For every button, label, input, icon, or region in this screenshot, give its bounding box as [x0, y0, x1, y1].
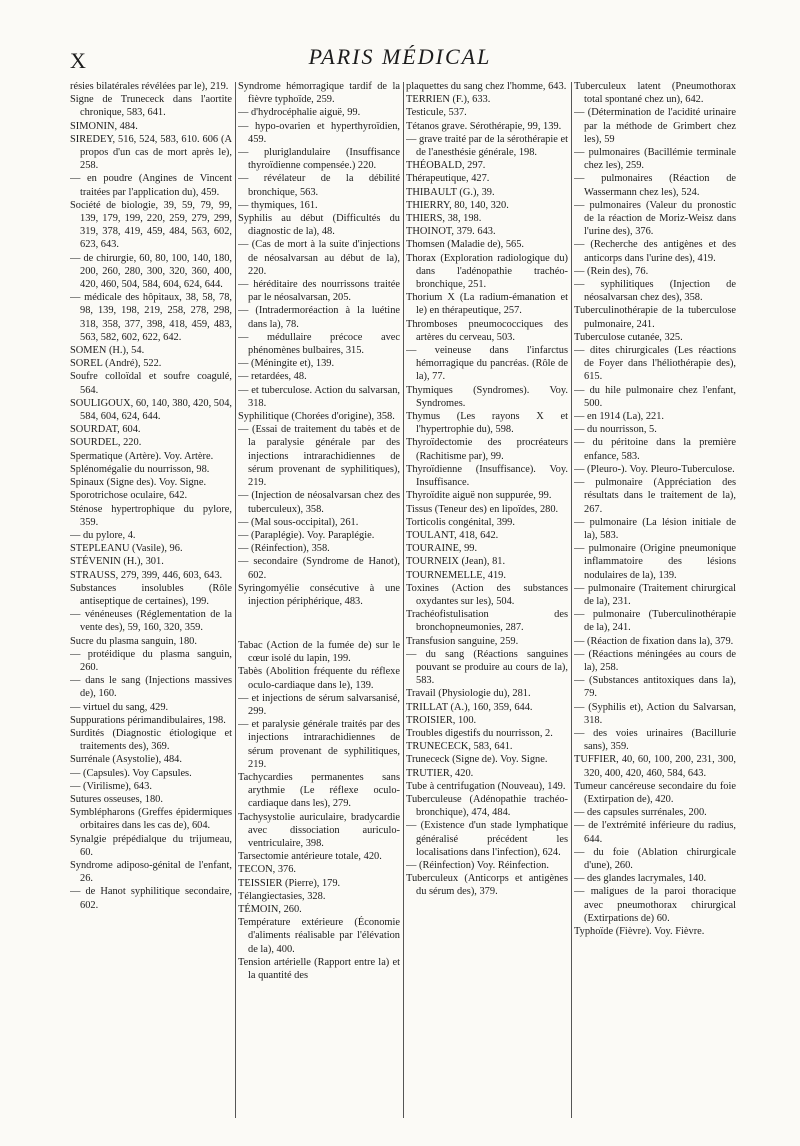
index-entry: — veineuse dans l'infarctus hémorragique du pancréas. (Rôle de la), 77.: [406, 345, 568, 383]
index-entry: — des glandes lacrymales, 140.: [574, 873, 707, 885]
index-entry: — pluriglandulaire (Insuffisance thyroïdienne compensée.) 220.: [238, 147, 400, 172]
index-entry: — (Réactions méningées au cours de la), 258.: [574, 648, 736, 673]
index-entry: — maligues de la paroi thoracique avec pneumothorax chirurgical (Extirpations de) 60.: [574, 886, 736, 924]
index-entry: Thromboses pneumococciques des artères du cerveau, 503.: [406, 318, 568, 343]
index-entry: SOMEN (H.), 54.: [70, 345, 145, 357]
index-entry: Tachycardies permanentes sans arythmie (Le réflexe oculo-cardiaque dans les), 279.: [238, 771, 400, 810]
index-entry: TOULANT, 418, 642.: [406, 529, 499, 541]
index-entry: Tuberculeux latent (Pneumothorax total spontané chez un), 642.: [574, 81, 736, 106]
index-entry: — pulmonaires (Valeur du pronostic de la réaction de Moriz-Weisz dans l'urine des), 376.: [574, 199, 736, 238]
index-entry: — protéidique du plasma sanguin, 260.: [70, 648, 232, 673]
index-entry: THIERS, 38, 198.: [406, 213, 482, 225]
journal-title: PARIS MÉDICAL: [308, 44, 492, 69]
index-entry: SOREL (André), 522.: [70, 358, 162, 370]
index-entry: — et tuberculose. Action du salvarsan, 318.: [238, 384, 400, 409]
index-entry: — (Mal sous-occipital), 261.: [238, 516, 359, 528]
index-entry: Symblépharons (Greffes épidermiques orbitaires dans les cas de), 604.: [70, 807, 232, 832]
index-entry: Surrénale (Asystolie), 484.: [70, 754, 182, 766]
index-entry: — grave traité par de la sérothérapie et de l'anesthésie générale, 198.: [406, 133, 568, 159]
index-entry: — (Syphilis et), Action du Salvarsan, 318.: [574, 701, 736, 726]
index-entry: — de l'extrémité inférieure du radius, 644.: [574, 820, 736, 845]
index-entry: STÉVENIN (H.), 301.: [70, 556, 164, 568]
index-entry: Sténose hypertrophique du pylore, 359.: [70, 503, 232, 528]
index-entry: — des capsules surrénales, 200.: [574, 807, 707, 819]
index-entry: — hypo-ovarien et hyperthyroïdien, 459.: [238, 120, 400, 145]
index-entry: — pulmonaire (Origine pneumonique inflammatoire des lésions nodulaires de la), 139.: [574, 543, 736, 581]
index-entry: Torticolis congénital, 399.: [406, 516, 515, 528]
index-entry: THÉOBALD, 297.: [406, 160, 486, 172]
index-entry: Société de biologie, 39, 59, 79, 99, 139, 179, 199, 220, 259, 279, 299, 319, 378, 419, 459, 484, 563, 602, 623, 643.: [70, 199, 232, 251]
index-entry: plaquettes du sang chez l'homme, 643.: [406, 81, 567, 92]
index-entry: — héréditaire des nourrissons traitée par le néosalvarsan, 205.: [238, 279, 400, 304]
index-entry: — virtuel du sang, 429.: [70, 701, 169, 713]
index-entry: Toxines (Action des substances oxydantes sur les), 504.: [406, 582, 568, 607]
index-entry: — dans le sang (Injections massives de), 160.: [70, 675, 232, 700]
index-entry: — dites chirurgicales (Les réactions de Foyer dans l'héliothérapie des), 615.: [574, 345, 736, 383]
index-entry: — en 1914 (La), 221.: [574, 411, 665, 423]
index-entry: TUFFIER, 40, 60, 100, 200, 231, 300, 320, 400, 420, 460, 584, 643.: [574, 754, 736, 779]
index-entry: Thérapeutique, 427.: [406, 173, 490, 185]
index-entry: — du nourrisson, 5.: [574, 424, 657, 436]
index-entry: Thyroïdienne (Insuffisance). Voy. Insuffisance.: [406, 463, 568, 489]
index-entry: SIREDEY, 516, 524, 583, 610. 606 (A propos d'un cas de mort après le), 258.: [70, 133, 232, 172]
index-entry: Thorium X (La radium-émanation et le) en thérapeutique, 257.: [406, 292, 568, 317]
page-number: X: [70, 48, 87, 73]
index-entry: TRUTIER, 420.: [406, 767, 474, 779]
index-entry: Troubles digestifs du nourrisson, 2.: [406, 727, 553, 739]
index-entry: — (Intradermoréaction à la luétine dans la), 78.: [238, 305, 400, 330]
index-entry: — pulmonaire (Traitement chirurgical de la), 231.: [574, 582, 736, 607]
index-entry: — (Rein des), 76.: [574, 265, 649, 277]
index-entry: — (Essai de traitement du tabès et de la paralysie générale par des injections intrarachidiennes de sérum provenant de syphilitiques), 219.: [238, 424, 400, 489]
index-entry: — (Substances antitoxiques dans la), 79.: [574, 675, 736, 700]
index-entry: — (Méningite et), 139.: [238, 358, 335, 370]
index-entry: TECON, 376.: [238, 864, 297, 876]
index-entry: — médullaire précoce avec phénomènes bulbaires, 315.: [238, 331, 400, 357]
index-entry: Tabac (Action de la fumée de) sur le cœur isolé du lapin, 199.: [238, 639, 400, 665]
index-entry: — pulmonaires (Réaction de Wassermann chez les), 524.: [574, 173, 736, 198]
index-entry: — en poudre (Angines de Vincent traitées par l'application du), 459.: [70, 173, 232, 198]
index-entry: Trunececk (Signe de). Voy. Signe.: [406, 754, 548, 766]
index-entry: — thymiques, 161.: [238, 199, 318, 211]
index-entry: Trachéofistulisation des bronchopneumonies, 287.: [406, 609, 568, 634]
index-entry: Thomsen (Maladie de), 565.: [406, 239, 525, 251]
index-entry: TROISIER, 100.: [406, 714, 477, 726]
index-entry: — révélateur de la débilité bronchique, 563.: [238, 173, 400, 198]
index-entry: — vénéneuses (Réglementation de la vente des), 59, 160, 320, 359.: [70, 609, 232, 634]
index-entry: Typhoïde (Fièvre). Voy. Fièvre.: [574, 926, 705, 937]
index-entry: Soufre colloïdal et soufre coagulé, 564.: [70, 371, 232, 396]
index-entry: Tumeur cancéreuse secondaire du foie (Extirpation de), 420.: [574, 780, 736, 805]
index-entry: SIMONIN, 484.: [70, 120, 138, 132]
index-entry: Spermatique (Artère). Voy. Artère.: [70, 450, 214, 462]
index-gap: [238, 619, 400, 629]
index-entry: — du hile pulmonaire chez l'enfant, 500.: [574, 384, 736, 409]
index-entry: — d'hydrocéphalie aiguë, 99.: [238, 107, 361, 119]
index-entry: THOINOT, 379. 643.: [406, 226, 496, 238]
index-entry: Thyroïdectomie des procréateurs (Rachitisme par), 99.: [406, 437, 568, 462]
index-entry: — de chirurgie, 60, 80, 100, 140, 180, 200, 260, 280, 300, 320, 360, 400, 420, 460, 504, 584, 604, 624, 644.: [70, 252, 232, 291]
index-entry: Tuberculeux (Anticorps et antigènes du sérum des), 379.: [406, 873, 568, 898]
index-entry: Splénomégalie du nourrisson, 98.: [70, 463, 210, 475]
index-entry: Tuberculeuse (Adénopathie trachéo-bronchique), 474, 484.: [406, 793, 568, 819]
index-entry: Température extérieure (Économie d'aliments réalisable par l'élévation de la), 400.: [238, 917, 400, 955]
index-entry: TOURNEMELLE, 419.: [406, 569, 506, 581]
index-entry: TÉMOIN, 260.: [238, 903, 302, 915]
index-entry: TRILLAT (A.), 160, 359, 644.: [406, 701, 533, 713]
index-entry: résies bilatérales révélées par le), 219.: [70, 81, 229, 92]
index-entry: — du sang (Réactions sanguines pouvant se produire au cours de la), 583.: [406, 648, 568, 687]
index-entry: Sucre du plasma sanguin, 180.: [70, 635, 197, 647]
index-entry: — pulmonaire (La lésion initiale de la), 583.: [574, 516, 736, 541]
column-rule: [571, 82, 572, 1118]
index-column-1: [70, 80, 232, 1130]
index-entry: — du péritoine dans la première enfance, 583.: [574, 437, 736, 462]
index-entry: Transfusion sanguine, 259.: [406, 635, 519, 647]
index-entry: Substances insolubles (Rôle antiseptique de certaines), 199.: [70, 582, 232, 607]
index-entry: — (Réaction de fixation dans la), 379.: [574, 635, 734, 647]
index-entry: — du pylore, 4.: [70, 529, 136, 541]
index-entry: — (Injection de néosalvarsan chez des tuberculeux), 358.: [238, 490, 400, 515]
column-rule: [403, 82, 404, 1118]
index-entry: Tube à centrifugation (Nouveau), 149.: [406, 780, 566, 792]
index-entry: TOURNEIX (Jean), 81.: [406, 556, 506, 568]
index-entry: SOURDEL, 220.: [70, 437, 142, 449]
index-entry: — pulmonaires (Bacillémie terminale chez les), 259.: [574, 147, 736, 172]
index-entry: — (Capsules). Voy Capsules.: [70, 767, 192, 779]
index-entry: — et injections de sérum salvarsanisé, 299.: [238, 692, 400, 717]
index-entry: — retardées, 48.: [238, 371, 307, 383]
index-entry: STRAUSS, 279, 399, 446, 603, 643.: [70, 569, 223, 581]
index-entry: TRUNECECK, 583, 641.: [406, 741, 513, 753]
index-entry: Tachysystolie auriculaire, bradycardie avec dissociation auriculo-ventriculaire, 398.: [238, 811, 400, 849]
index-entry: — (Réinfection) Voy. Réinfection.: [406, 859, 549, 871]
index-entry: TEISSIER (Pierre), 179.: [238, 877, 341, 889]
index-entry: Travail (Physiologie du), 281.: [406, 688, 531, 700]
index-entry: Thyroïdite aiguë non suppurée, 99.: [406, 490, 552, 502]
index-entry: — (Virilisme), 643.: [70, 780, 152, 792]
index-entry: Tuberculinothérapie de la tuberculose pulmonaire, 241.: [574, 305, 736, 330]
index-entry: SOULIGOUX, 60, 140, 380, 420, 504, 584, 604, 624, 644.: [70, 397, 232, 423]
index-column-2: [238, 80, 400, 1130]
index-column-3: [406, 80, 568, 1130]
index-entry: Sporotrichose oculaire, 642.: [70, 490, 188, 502]
index-entry: — et paralysie générale traités par des injections intrarachidiennes de sérum provenant de syphilitiques, 219.: [238, 719, 400, 770]
index-entry: — (Pleuro-). Voy. Pleuro-Tuberculose.: [574, 463, 735, 475]
index-entry: Syringomyélie consécutive à une injection périphérique, 483.: [238, 582, 400, 607]
index-entry: Thorax (Exploration radiologique du) dans l'adénopathie trachéo-bronchique, 251.: [406, 252, 568, 291]
index-entry: — syphilitiques (Injection de néosalvarsan chez des), 358.: [574, 279, 736, 304]
index-entry: — (Paraplégie). Voy. Paraplégie.: [238, 529, 375, 541]
index-entry: — (Réinfection), 358.: [238, 543, 330, 555]
index-entry: SOURDAT, 604.: [70, 424, 141, 436]
index-entry: Tétanos grave. Sérothérapie, 99, 139.: [406, 120, 562, 132]
index-entry: Syphilitique (Chorées d'origine), 358.: [238, 411, 395, 423]
index-entry: Syphilis au début (Difficultés du diagnostic de la), 48.: [238, 213, 400, 238]
index-entry: Signe de Trunececk dans l'aortite chronique, 583, 641.: [70, 94, 232, 119]
index-entry: Tissus (Teneur des) en lipoïdes, 280.: [406, 503, 559, 515]
index-entry: — (Recherche des antigènes et des anticorps dans l'urine des), 419.: [574, 239, 736, 264]
index-entry: Thymiques (Syndromes). Voy. Syndromes.: [406, 384, 568, 409]
index-entry: — de Hanot syphilitique secondaire, 602.: [70, 886, 232, 911]
index-entry: — secondaire (Syndrome de Hanot), 602.: [238, 556, 400, 581]
column-rule: [235, 82, 236, 1118]
index-entry: Thymus (Les rayons X et l'hypertrophie du), 598.: [406, 411, 568, 436]
index-entry: Télangiectasies, 328.: [238, 890, 326, 902]
index-column-4: [574, 80, 736, 1130]
index-entry: Sutures osseuses, 180.: [70, 793, 163, 805]
index-entry: — (Existence d'un stade lymphatique généralisé précédent les localisations dans l'infection), 624.: [406, 820, 568, 858]
index-entry: TOURAINE, 99.: [406, 543, 478, 555]
index-entry: Tarsectomie antérieure totale, 420.: [238, 851, 382, 863]
index-entry: TERRIEN (F.), 633.: [406, 94, 491, 106]
index-entry: STEPLEANU (Vasile), 96.: [70, 543, 183, 555]
index-columns: [70, 80, 736, 1130]
index-entry: Syndrome adiposo-génital de l'enfant, 26.: [70, 859, 232, 885]
index-entry: — (Détermination de l'acidité urinaire par la méthode de Grimbert chez les), 59: [574, 107, 736, 145]
index-entry: Tension artérielle (Rapport entre la) et la quantité des: [238, 956, 400, 981]
index-entry: Tabès (Abolition fréquente du réflexe oculo-cardiaque dans le), 139.: [238, 666, 400, 691]
index-entry: — pulmonaire (Tuberculinothérapie de la), 241.: [574, 609, 736, 634]
index-entry: — médicale des hôpitaux, 38, 58, 78, 98, 139, 198, 219, 258, 278, 298, 318, 358, 377, 398, 418, 459, 483, 563, 582, 602, 622, 642.: [70, 292, 232, 343]
index-entry: Suppurations périmandibulaires, 198.: [70, 714, 226, 726]
index-entry: — des voies urinaires (Bacillurie sans), 359.: [574, 727, 736, 753]
index-entry: — du foie (Ablation chirurgicale d'une), 260.: [574, 846, 736, 871]
index-entry: — pulmonaire (Appréciation des résultats dans le traitement de la), 267.: [574, 477, 736, 515]
index-entry: THIBAULT (G.), 39.: [406, 186, 495, 198]
index-entry: — (Cas de mort à la suite d'injections de néosalvarsan au début de la), 220.: [238, 239, 400, 277]
index-entry: Synalgie prépédialque du trijumeau, 60.: [70, 833, 232, 858]
index-entry: Tuberculose cutanée, 325.: [574, 331, 683, 343]
index-entry: Syndrome hémorragique tardif de la fièvre typhoïde, 259.: [238, 81, 400, 106]
index-entry: Spinaux (Signe des). Voy. Signe.: [70, 477, 207, 489]
index-entry: Testicule, 537.: [406, 107, 467, 119]
index-entry: Surdités (Diagnostic étiologique et traitements des), 369.: [70, 727, 232, 753]
index-entry: THIERRY, 80, 140, 320.: [406, 199, 509, 211]
